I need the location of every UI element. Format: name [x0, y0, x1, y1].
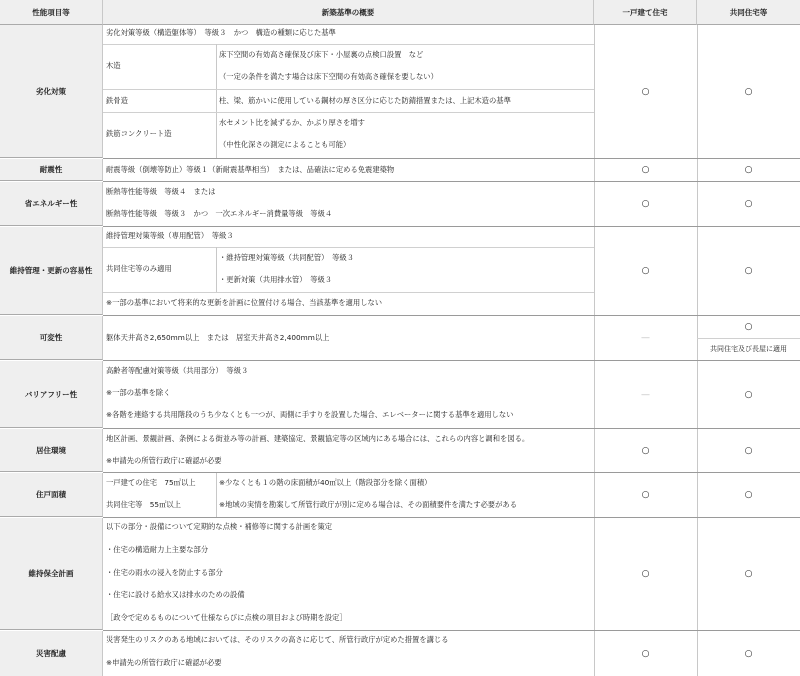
area-detached: 一戸建ての住宅 75㎡以上 [106, 478, 196, 487]
mark-apartment-barrierfree: ○ [744, 389, 753, 400]
area-apartment: 共同住宅等 55㎡以上 [106, 500, 181, 509]
deterioration-main: 劣化対策等級（構造躯体等） 等級３ かつ 構造の種類に応じた基準 [106, 28, 336, 37]
mark-detached-energy: ○ [641, 199, 650, 209]
deterioration-rc-label: 鉄筋コンクリート造 [106, 129, 172, 138]
row-label-seismic: 耐震性 [0, 159, 103, 181]
disaster-line2: ※申請先の所管行政庁に確認が必要 [106, 658, 222, 667]
mark-detached-maintenance: ○ [641, 266, 650, 276]
mark-detached-barrierfree: — [641, 389, 650, 400]
seismic-text: 耐震等級（倒壊等防止）等級１（新耐震基準相当） または、品確法に定める免震建築物 [106, 165, 395, 174]
deterioration-wood-label: 木造 [106, 61, 121, 70]
deterioration-wood-line1: 床下空間の有効高さ確保及び床下・小屋裏の点検口設置 など [219, 50, 424, 59]
row-label-deterioration: 劣化対策 [0, 25, 103, 158]
disaster-line1: 災害発生のリスクのある地域においては、そのリスクの高さに応じて、所管行政庁が定めた措置を講じる [106, 635, 449, 644]
environment-line1: 地区計画、景観計画、条例による街並み等の計画、建築協定、景観協定等の区域内にある場合には、これらの内容と調和を図る。 [106, 434, 530, 443]
mark-apartment-area: ○ [744, 490, 753, 500]
mark-detached-variability: — [641, 333, 650, 343]
mark-detached-plan: ○ [641, 569, 650, 579]
mark-apartment-environment: ○ [744, 445, 753, 456]
plan-line1: 以下の部分・設備について定期的な点検・補修等に関する計画を策定 [106, 522, 333, 531]
header-summary: 新築基準の概要 [103, 0, 594, 25]
header-detached-house: 一戸建て住宅 [594, 0, 697, 25]
row-label-variability: 可変性 [0, 316, 103, 360]
area-note1: ※少なくとも１の階の床面積が40㎡以上（階段部分を除く面積） [219, 478, 432, 487]
row-label-barrierfree: バリアフリー性 [0, 361, 103, 428]
barrierfree-line3: ※各階を連絡する共用階段のうち少なくとも一つが、両側に手すりを設置した場合、エレベーターに関する基準を適用しない [106, 410, 514, 419]
mark-detached-disaster: ○ [641, 648, 650, 659]
mark-detached-deterioration: ○ [641, 86, 650, 97]
maintenance-sub-line1: ・維持管理対策等級（共同配管） 等級３ [219, 253, 354, 262]
mark-detached-environment: ○ [641, 445, 650, 456]
energy-line2: 断熱等性能等級 等級３ かつ 一次エネルギー消費量等級 等級４ [106, 209, 333, 218]
barrierfree-line2: ※一部の基準を除く [106, 388, 171, 397]
mark-detached-seismic: ○ [641, 165, 650, 175]
energy-line1: 断熱等性能等級 等級４ または [106, 187, 216, 196]
header-item: 性能項目等 [0, 0, 103, 25]
row-label-area: 住戸面積 [0, 473, 103, 517]
barrierfree-line1: 高齢者等配慮対策等級（共用部分） 等級３ [106, 366, 249, 375]
mark-apartment-deterioration: ○ [744, 86, 753, 97]
deterioration-rc-line2: （中性化深さの測定によることも可能） [219, 140, 351, 149]
mark-apartment-plan: ○ [744, 569, 753, 579]
deterioration-steel-label: 鉄骨造 [106, 96, 128, 105]
deterioration-steel-line1: 柱、梁、筋かいに使用している鋼材の厚さ区分に応じた防錆措置または、上記木造の基準 [219, 96, 511, 105]
area-note2: ※地域の実情を勘案して所管行政庁が別に定める場合は、その面積要件を満たす必要がある [219, 500, 517, 509]
row-label-disaster: 災害配慮 [0, 631, 103, 676]
plan-line2: ・住宅の構造耐力上主要な部分 [106, 545, 209, 554]
row-label-energy: 省エネルギー性 [0, 182, 103, 226]
mark-apartment-variability: ○ [744, 322, 753, 332]
plan-line4: ・住宅に設ける給水又は排水のための設備 [106, 590, 245, 599]
header-apartment: 共同住宅等 [697, 0, 800, 25]
mark-apartment-maintenance: ○ [744, 266, 753, 276]
maintenance-sub-label: 共同住宅等のみ適用 [106, 264, 172, 273]
deterioration-rc-line1: 水セメント比を減ずるか、かぶり厚さを増す [219, 118, 365, 127]
plan-line5: ［政令で定めるものについて仕様ならびに点検の項目および時期を設定］ [106, 613, 347, 622]
mark-apartment-disaster: ○ [744, 648, 753, 659]
row-label-plan: 維持保全計画 [0, 518, 103, 630]
maintenance-line1: 維持管理対策等級（専用配管） 等級３ [106, 231, 234, 240]
maintenance-note: ※一部の基準において将来的な更新を計画に位置付ける場合、当該基準を適用しない [106, 298, 383, 307]
mark-apartment-energy: ○ [744, 199, 753, 209]
row-label-maintenance: 維持管理・更新の容易性 [0, 227, 103, 315]
mark-apartment-seismic: ○ [744, 165, 753, 175]
mark-detached-area: ○ [641, 490, 650, 500]
variability-apartment-note: 共同住宅及び長屋に適用 [710, 345, 787, 353]
deterioration-wood-line2: （一定の条件を満たす場合は床下空間の有効高さ確保を要しない） [219, 72, 438, 81]
plan-line3: ・住宅の雨水の浸入を防止する部分 [106, 568, 223, 577]
maintenance-sub-line2: ・更新対策（共用排水管） 等級３ [219, 275, 333, 284]
variability-text: 躯体天井高さ2,650mm以上 または 居室天井高さ2,400mm以上 [106, 333, 330, 342]
row-label-environment: 居住環境 [0, 429, 103, 472]
environment-line2: ※申請先の所管行政庁に確認が必要 [106, 456, 222, 465]
